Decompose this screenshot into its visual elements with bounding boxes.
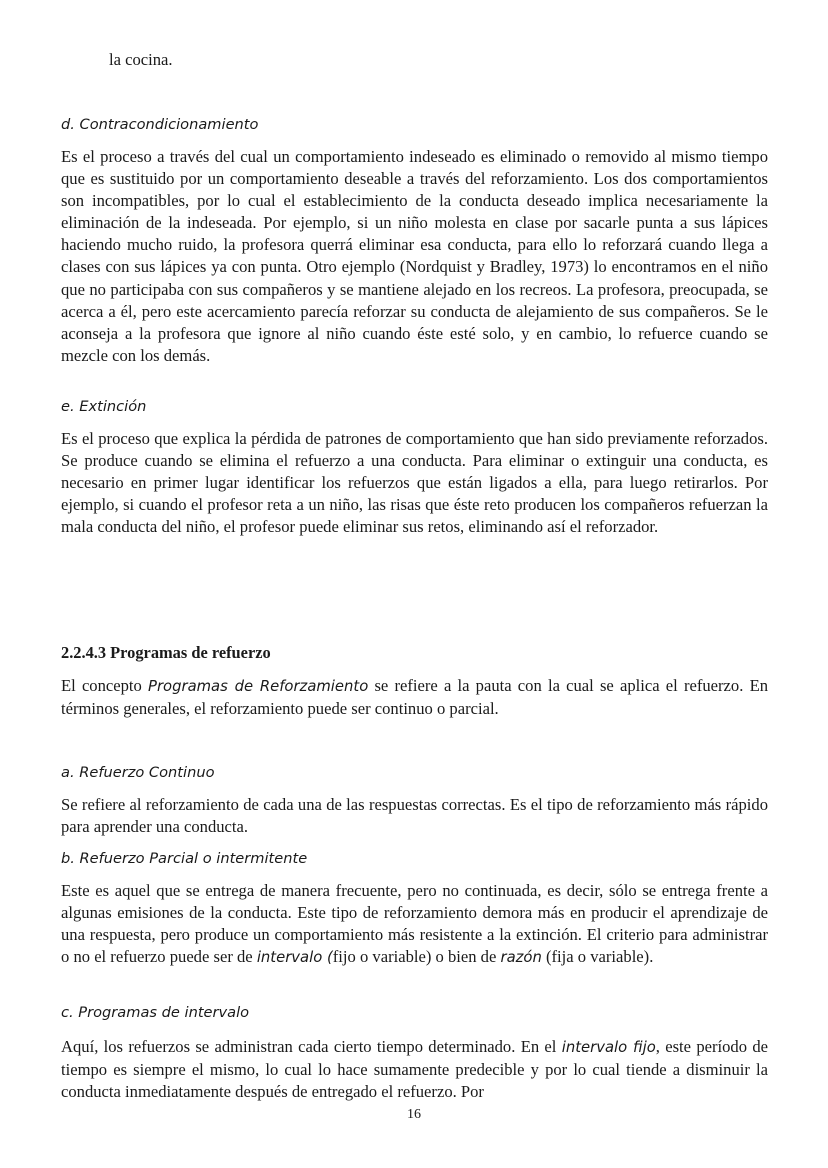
section-b-body	[61, 880, 768, 969]
page-number: 16	[407, 1107, 421, 1122]
section-d-body: Es el proceso a través del cual un comportamiento indeseado es eliminado o removido al mismo tiempo que es sustituido por un comportamiento deseable a través del reforzamiento. Los dos comportamientos son incompatibles, por lo cual el establecimiento de la conducta deseado implica necesariamente la eliminación de la indeseada. Por ejemplo, si un niño molesta en clase por sacarle punta a sus lápices haciendo mucho ruido, la profesora querrá eliminar esa conducta, para ello lo reforzará cuando llega a clases con sus lápices ya con punta. Otro ejemplo (Nordquist y Bradley, 1973) lo encontramos en el niño que no participaba con sus compañeros y se mantiene alejado en los recreos. La profesora, preocupada, se acerca a él, pero este acercamiento parecía reforzar su conducta de alejamiento de sus compañeros. Se le aconseja a la profesora que ignore al niño cuando éste esté solo, y en cambio, lo refuerce cuando se mezcle con los demás.	[61, 147, 768, 365]
section-a-heading: a. Refuerzo Continuo	[61, 764, 215, 781]
section-b-body-em2: razón	[500, 949, 542, 967]
section-2243-body-pre: El concepto	[61, 676, 149, 695]
section-c-body-post: , este período de tiempo es siempre el mismo, lo cual lo hace sumamente predecible y por lo cual tiende a disminuir la conducta inmediatamente después de entregado el refuerzo. Por	[61, 1037, 768, 1102]
section-b-body-post: (fija o variable).	[541, 947, 654, 967]
continuation-line: la cocina.	[109, 50, 173, 69]
section-c-heading: c. Programas de intervalo	[61, 1004, 250, 1021]
section-c-body	[61, 1036, 768, 1103]
section-2243-body-post: se refiere a la pauta con la cual se aplica el refuerzo. En términos generales, el reforzamiento puede ser continuo o parcial.	[61, 676, 768, 719]
section-2243-body-em: Programas de Reforzamiento	[148, 678, 369, 695]
section-c-body-pre: Aquí, los refuerzos se administran cada cierto tiempo determinado. En el	[61, 1037, 562, 1056]
section-b-body-pre: Este es aquel que se entrega de manera frecuente, pero no continuada, es decir, sólo se entrega frente a algunas emisiones de la conducta. Este tipo de reforzamiento demora más en producir el aprendizaje de una respuesta, pero produce un comportamiento más resistente a la extinción. El criterio para administrar o no el refuerzo puede ser de	[61, 881, 768, 967]
section-2243-heading: 2.2.4.3 Programas de refuerzo	[61, 643, 271, 662]
section-2243-body	[61, 675, 768, 720]
section-c-body-em: intervalo fijo	[561, 1039, 656, 1056]
section-a-body: Se refiere al reforzamiento de cada una de las respuestas correctas. Es el tipo de reforzamiento más rápido para aprender una conducta.	[61, 795, 768, 837]
section-b-body-mid: fijo o variable) o bien de	[332, 947, 501, 967]
section-e-body: Es el proceso que explica la pérdida de patrones de comportamiento que han sido previamente reforzados. Se produce cuando se elimina el refuerzo a una conducta. Para eliminar o extinguir una conducta, es necesario en primer lugar identificar los refuerzos que están ligados a ella, para luego retirarlos. Por ejemplo, si cuando el profesor reta a un niño, las risas que éste reto producen los compañeros refuerzan la mala conducta del niño, el profesor puede eliminar sus retos, eliminando así el reforzador.	[61, 429, 768, 537]
section-b-body-em1: intervalo (	[256, 949, 333, 967]
section-b-heading: b. Refuerzo Parcial o intermitente	[61, 850, 308, 867]
section-d-heading: d. Contracondicionamiento	[61, 116, 259, 133]
section-e-heading: e. Extinción	[61, 398, 147, 415]
